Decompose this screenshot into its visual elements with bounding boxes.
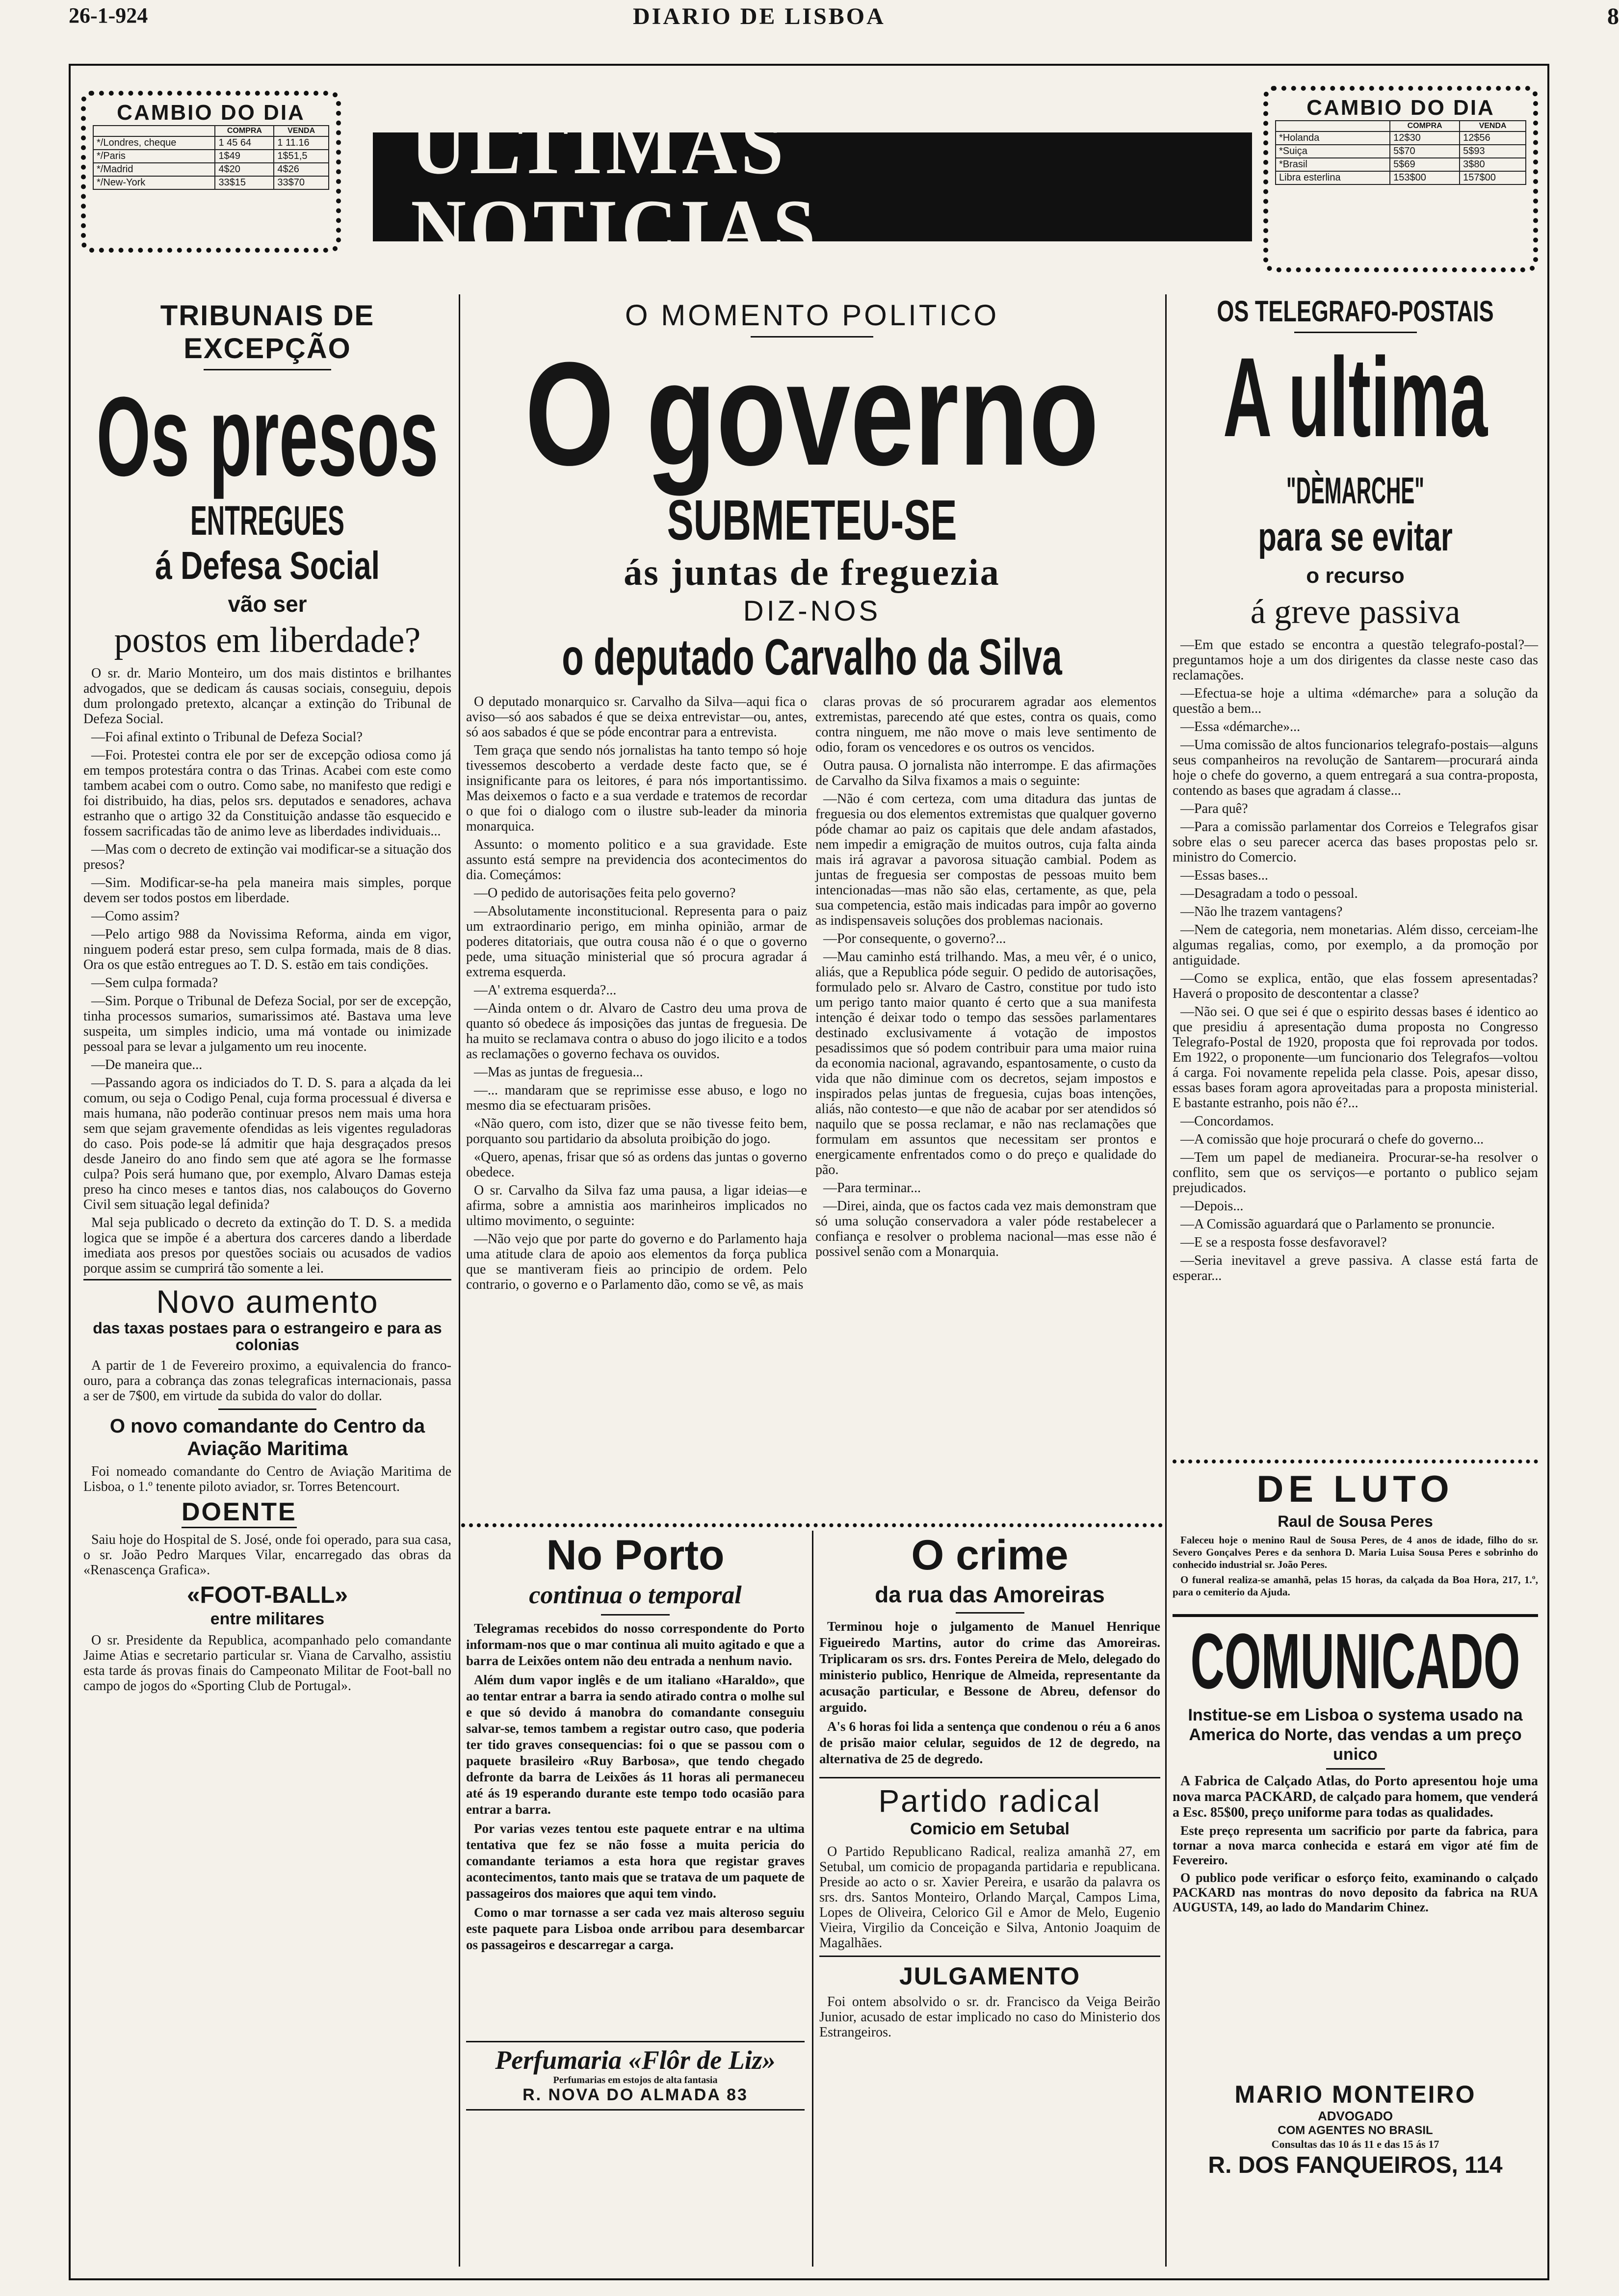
paragraph: —Como assim?	[91, 909, 180, 924]
paragraph: —Como se explica, então, que elas fossem apresentadas? Haverá o proposito de descontentar a classe?	[1173, 971, 1538, 1001]
paragraph: O sr. Presidente da Republica, acompanhado pelo comandante Jaime Atias e secretario particular sr. Viana de Carvalho, assistiu esta tarde ás provas finais do Campeonato Militar de Foot-ball no campo de jogos do «Sporting Club de Portugal».	[83, 1633, 451, 1694]
paragraph: —Em que estado se encontra a questão telegrafo-postal?—preguntamos hoje a um dos dirigentes da classe neste caso das reclamações.	[1173, 637, 1538, 683]
paragraph: —Essas bases...	[1180, 868, 1268, 883]
paragraph: —Foi. Protestei contra ele por ser de excepção odiosa como já em tempos protestára contra o das Trinas. Acabei com este como tambem acabei com o outro. Como sabe, no manifesto que redigi e foi distribuido, ha dias, pelos srs. deputados e senadores, achava estranho que o artigo 32 da Constituição andasse tão esquecido e fossem sacrificadas tão de animo leve as liberdades individuais...	[83, 748, 451, 839]
paragraph: Faleceu hoje o menino Raul de Sousa Peres, de 4 anos de idade, filho do sr. Severo Gonçalves Peres e da senhora D. Maria Luisa Sousa Peres e sobrinho do conhecido industrial sr. João Peres.	[1173, 1534, 1538, 1570]
obituary-box	[1173, 1460, 1538, 1611]
article-subtitle: Comicio em Setubal	[910, 1820, 1070, 1838]
paragraph: «Quero, apenas, frisar que só as ordens das juntas o governo obedece.	[466, 1149, 807, 1180]
paragraph: —Foi afinal extinto o Tribunal de Defeza Social?	[91, 730, 363, 745]
article-title: O crime	[911, 1532, 1069, 1579]
paragraph: —Sem culpa formada?	[91, 975, 218, 991]
headline: A ultima	[1223, 334, 1488, 460]
subheading: o recurso	[1306, 564, 1405, 588]
paragraph: —Passando agora os indiciados do T. D. S. para a alçada da lei comum, ou seja o Codigo Penal, cuja forma processual é diversa e mais humana, não poderão continuar presos nem mais uma hora sem que sejam gravemente ofendidas as leis vigentes reguladoras do caso. Pois pode-se lá admitir que haja desgraçados presos desde Janeiro do ano findo sem que até agora se lhe formasse culpa? Pois será humano que, por exemplo, Alvaro Damas esteja preso ha cinco meses e tantos dias, nos calabouços do Governo Civil sem situação legal definida?	[83, 1075, 451, 1212]
paragraph: —A' extrema esquerda?...	[474, 983, 617, 998]
paragraph: —Uma comissão de altos funcionarios telegrafo-postais—alguns seus companheiros na revolução de Santarem—procurará ainda hoje o chefe do governo, a quem entregará a sua contra-proposta, contendo as bases que agradam á classe...	[1173, 737, 1538, 798]
paragraph: —Depois...	[1180, 1199, 1244, 1214]
ad-title: Perfumaria «Flôr de Liz»	[495, 2045, 776, 2075]
paragraph: —Nem de categoria, nem monetarias. Além disso, cerceiam-lhe algumas regalias, como, por exemplo, a da promoção por antiguidade.	[1173, 922, 1538, 968]
paragraph: —De maneira que...	[91, 1057, 203, 1072]
table-row: *Suiça 5$70 5$93	[1276, 145, 1526, 158]
paragraph: claras provas de só procurarem agradar aos elementos extremistas, parecendo até que estes, contra os quais, como contra ninguem, me não move o mais leve sentimento de odio, foram os vencedores e os outros os vencidos.	[815, 694, 1156, 755]
paragraph: O publico pode verificar o esforço feito, examinando o calçado PACKARD nas montras do novo deposito da fabrica na RUA AUGUSTA, 149, ao lado do Mandarim Chinez.	[1173, 1871, 1538, 1914]
paragraph: —Ainda ontem o dr. Alvaro de Castro deu uma prova de quanto só obedece ás imposições das juntas de freguesia. De ha muito se reclamava contra o abuso do jogo ilicito e a todos as reclamações o governo fechava os ouvidos.	[466, 1001, 807, 1062]
exchange-title: CAMBIO DO DIA	[117, 101, 305, 125]
paragraph: —Pelo artigo 988 da Novissima Reforma, ainda em vigor, ninguem poderá estar preso, sem culpa formada, mais de 8 dias. Ora os que estão entregues ao T. D. S. estão em tais condições.	[83, 927, 451, 972]
paragraph: —Mas as juntas de freguesia...	[474, 1065, 643, 1080]
subheading: postos em liberdade?	[114, 620, 421, 660]
exchange-box-left	[81, 91, 341, 253]
subheading: SUBMETEU-SE	[667, 488, 957, 552]
table-row: */Paris 1$49 1$51,5	[93, 150, 329, 163]
advertisement-perfumaria	[466, 2041, 805, 2111]
exchange-table	[93, 125, 329, 190]
ad-address: R. NOVA DO ALMADA 83	[522, 2086, 748, 2104]
paragraph: —O pedido de autorisações feita pelo governo?	[474, 886, 736, 901]
paragraph: O deputado monarquico sr. Carvalho da Silva—aqui fica o aviso—só aos sabados é que se deixa entrevistar—ou, antes, só aos sabados é que se póde encontrar para a entrevista.	[466, 694, 807, 740]
paragraph: Além dum vapor inglês e de um italiano «Haraldo», que ao tentar entrar a barra ia sendo atirado contra o molhe sul e que só devido á manobra do comandante conseguiu salvar-se, temos tambem a registar outro caso, que poderia ter tido graves consequencias: foi o que se passou com o paquete brasileiro «Ruy Barbosa», que tendo chegado defronte da barra de Leixões ás 11 horas ali permaneceu até ás 19 esperando durante este tempo todo ocasião para entrar a barra.	[466, 1672, 805, 1817]
paragraph: O Partido Republicano Radical, realiza amanhã 27, em Setubal, um comicio de propaganda partidaria e republicana. Preside ao acto o sr. Xavier Pereira, e usarão da palavra os srs. drs. Santos Monteiro, Orlando Marçal, Campos Lima, Lopes de Oliveira, Celorico Gil e Amor de Melo, Eugenio Vieira, Virgilio da Conceição e Silva, Antonio Joaquim de Magalhães.	[819, 1844, 1160, 1951]
paragraph: —Desagradam a todo o pessoal.	[1180, 886, 1358, 901]
paragraph: Outra pausa. O jornalista não interrompe. E das afirmações de Carvalho da Silva fixamos a mais o seguinte:	[815, 758, 1156, 788]
article-title: DE LUTO	[1256, 1468, 1454, 1510]
table-row: */New-York 33$15 33$70	[93, 176, 329, 189]
subheading: "DÈMARCHE"	[1286, 470, 1425, 512]
article-subtitle: Institue-se em Lisboa o systema usado na America do Norte, das vendas a um preço unico	[1188, 1706, 1523, 1764]
column-center	[466, 294, 1158, 1531]
article-title: COMUNICADO	[1190, 1617, 1520, 1705]
paragraph: O sr. Carvalho da Silva faz uma pausa, a ligar ideias—e afirma, sobre a amnistia aos marinheiros implicados no ultimo movimento, o seguinte:	[466, 1183, 807, 1228]
column-left	[83, 294, 451, 2271]
banner-title: ULTIMAS NOTICIAS	[411, 99, 819, 275]
article-title: Partido radical	[878, 1783, 1101, 1819]
article-no-porto	[466, 1531, 805, 2041]
article-o-crime	[819, 1531, 1160, 2271]
page-header	[69, 0, 1619, 29]
paragraph: —Efectua-se hoje a ultima «démarche» para a solução da questão a bem...	[1173, 686, 1538, 716]
subheading: ás juntas de freguezia	[624, 552, 1000, 593]
paragraph: —Não vejo que por parte do governo e do Parlamento haja uma atitude clara de apoio aos elementos da força publica que se mantiveram fieis ao principio de ordem. Pelo contrario, o governo e o Parlamento dão, como se vê, as mais	[466, 1231, 807, 1292]
issue-date: 26-1-924	[69, 3, 148, 27]
paragraph: —Mas com o decreto de extinção vai modificar-se a situação dos presos?	[83, 842, 451, 872]
article-subtitle: continua o temporal	[529, 1581, 742, 1609]
article-subtitle: das taxas postaes para o estrangeiro e para as colonias	[93, 1319, 442, 1354]
subheading: DIZ-NOS	[743, 595, 881, 627]
paragraph: —E se a resposta fosse desfavoravel?	[1180, 1235, 1387, 1250]
ultimas-noticias-banner	[373, 99, 1252, 275]
paragraph: «Não quero, com isto, dizer que se não tivesse feito bem, porquanto sou partidario da absoluta proibição do jogo.	[466, 1116, 807, 1147]
article-subtitle: da rua das Amoreiras	[875, 1582, 1105, 1607]
paragraph: —Não sei. O que sei é que o espirito dessas bases é identico ao que presidiu á apresentação duma proposta no Congresso Telegrafo-Postal de 1920, proposta que foi reprovada por todos. Em 1922, o proponente—um funcionario dos Telegrafos—voltou á carga. Foi novamente repelida pela classe. Pois, apesar disso, essas bases foram agora aproveitadas para a proposta ministerial. E bastante estranho, pois não é?...	[1173, 1004, 1538, 1111]
column-rule	[812, 1531, 813, 2267]
paragraph: —Não é com certeza, com uma ditadura das juntas de freguesia ou dos elementos extremistas que qualquer governo póde chamar ao paiz os capitais que dele andam afastados, nem impedir a emigração de muitos outros, cuja falta ainda mais irá agravar a pavorosa situação cambial. Podem as juntas de freguesia ser compostas de pessoas muito bem intencionadas—mas não são elas, certamente, as que, pela sua competencia, estão mais indicadas para impôr ao governo as indispensaveis soluções dos problemas nacionais.	[815, 791, 1156, 928]
subheading: á Defesa Social	[155, 544, 380, 587]
paragraph: —A comissão que hoje procurará o chefe do governo...	[1180, 1132, 1484, 1147]
subheading: ENTREGUES	[190, 497, 344, 544]
paragraph: —Mau caminho está trilhando. Mas, a meu vêr, é o unico, aliás, que a Republica póde seguir. O pedido de autorisações, formulado pelo sr. Alvaro de Castro, constitue por tudo isto um perigo tanto maior quanto é certo que a sua manifesta intenção é deixar todo o tempo das sessões parlamentares destinado exclusivamente á votação de impostos pesadissimos que só podem contribuir para uma maior ruina da economia nacional, agravando, espantosamente, o custo da vida que não diminue com os decretos, sejam impostos e inspirados pelas juntas de freguesia, cujas boas intenções, aliás, não contesto—e que não de acabar por ser atendidos só naquilo que se possa reclamar, e não nas reclamações que formulam em assuntos que necessitam ser prontos e energicamente enfrentados como o do preço e qualidade do pão.	[815, 949, 1156, 1177]
kicker: O MOMENTO POLITICO	[625, 299, 999, 332]
ad-line: COM AGENTES NO BRASIL	[1278, 2124, 1433, 2137]
article-title: «FOOT-BALL»	[186, 1582, 348, 1608]
article-subtitle: Raul de Sousa Peres	[1278, 1513, 1433, 1530]
paragraph: O sr. dr. Mario Monteiro, um dos mais distintos e brilhantes advogados, que se dedicam ás causas sociais, conseguiu, depois dum prolongado pretexto, alcançar a extinção do Tribunal de Defeza Social.	[83, 666, 451, 727]
paragraph: Mal seja publicado o decreto da extinção do T. D. S. a medida logica que se impõe é a abertura dos carceres dando a liberdade imediata aos presos por questões sociais ou acusados de vadios porque assim se cumprirá tão somente a lei.	[83, 1215, 451, 1276]
article-body-left	[466, 694, 807, 1295]
table-row: *Holanda 12$30 12$56	[1276, 131, 1526, 145]
kicker: OS TELEGRAFO-POSTAIS	[1217, 295, 1494, 328]
paragraph: Telegramas recebidos do nosso correspondente do Porto informam-nos que o mar continua ali muito agitado e que a barra de Leixões ontem não deu entrada a nenhum navio.	[466, 1621, 805, 1668]
table-row: *Brasil 5$69 3$80	[1276, 158, 1526, 171]
table-row: */Madrid 4$20 4$26	[93, 163, 329, 176]
kicker: TRIBUNAIS DE EXCEPÇÃO	[160, 300, 375, 365]
paragraph: A Fabrica de Calçado Atlas, do Porto apresentou hoje uma nova marca PACKARD, de calçado para homem, que venderá a Esc. 85$00, preço uniforme para todas as qualidades.	[1173, 1774, 1538, 1820]
paragraph: —Sim. Modificar-se-ha pela maneira mais simples, porque devem ser todos postos em liberdade.	[83, 875, 451, 906]
paragraph: —Concordamos.	[1180, 1114, 1274, 1129]
comunicado-box	[1173, 1614, 1538, 2081]
headline: O governo	[524, 331, 1099, 496]
subheading: vão ser	[228, 591, 307, 617]
paragraph: Assunto: o momento politico e a sua gravidade. Este assunto está sempre na previdencia dos acontecimentos do dia. Começámos:	[466, 837, 807, 883]
exchange-title: CAMBIO DO DIA	[1306, 96, 1495, 120]
subheading: á greve passiva	[1250, 593, 1461, 631]
article-body	[1173, 637, 1538, 1283]
subheading: para se evitar	[1258, 515, 1453, 559]
table-row: */Londres, cheque 1 45 64 1 11.16	[93, 136, 329, 150]
exchange-table	[1275, 120, 1526, 185]
ad-hours: Consultas das 10 ás 11 e das 15 ás 17	[1271, 2138, 1439, 2150]
paragraph: —Tem um papel de medianeira. Procurar-se-ha resolver o conflito, sem que os serviços—e portanto o publico sejam prejudicados.	[1173, 1150, 1538, 1196]
newspaper-title: DIARIO DE LISBOA	[633, 3, 886, 29]
column-rule	[459, 294, 460, 2267]
article-title: JULGAMENTO	[899, 1962, 1081, 1990]
col-header: VENDA	[274, 126, 329, 136]
paragraph: —... mandaram que se reprimisse esse abuso, e logo no mesmo dia se efectuaram prisões.	[466, 1083, 807, 1113]
paragraph: —Por consequente, o governo?...	[823, 931, 1006, 946]
paragraph: Tem graça que sendo nós jornalistas ha tanto tempo só hoje tivessemos descoberto a verdade deste facto que, se é insignificante para os leitores, é para nós importantissimo. Mas deixemos o facto e a sua verdade e tratemos de recordar o que foi o dialogo com o ilustre sub-leader da minoria monarquica.	[466, 743, 807, 834]
paragraph: A's 6 horas foi lida a sentença que condenou o réu a 6 anos de prisão maior celular, seguidos de 12 de degredo, na alternativa de 25 de degredo.	[819, 1719, 1160, 1766]
paragraph: —Sim. Porque o Tribunal de Defeza Social, por ser de excepção, tinha processos sumarios, sumarissimos até. Bastava uma leve suspeita, um simples indicio, uma má vontade ou inimizade pessoal para se levar a julgamento um reu inocente.	[83, 993, 451, 1054]
paragraph: —Seria inevitavel a greve passiva. A classe está farta de esperar...	[1173, 1253, 1538, 1283]
paragraph: —Para a comissão parlamentar dos Correios e Telegrafos gisar sobre elas o seu parecer acerca das bases propostas pelo sr. ministro do Comercio.	[1173, 819, 1538, 865]
paragraph: Por varias vezes tentou este paquete entrar e na ultima tentativa que fez se não fosse a muita pericia do comandante teriamos a esta hora que registar graves acontecimentos, tanto mais que se tratava de um paquete de passageiros dos maiores que aqui tem vindo.	[466, 1821, 805, 1901]
ad-address: R. DOS FANQUEIROS, 114	[1208, 2152, 1503, 2178]
advertisement-advogado	[1173, 2080, 1538, 2267]
paragraph: —Essa «démarche»...	[1180, 719, 1301, 734]
col-header: COMPRA	[215, 126, 274, 136]
paragraph: Como o mar tornasse a ser cada vez mais alteroso seguiu este paquete para Lisboa onde arribou para desembarcar os passageiros e descarregar a carga.	[466, 1905, 805, 1952]
article-title: Novo aumento	[156, 1283, 379, 1320]
article-subtitle: entre militares	[210, 1610, 325, 1628]
ad-name: MARIO MONTEIRO	[1234, 2081, 1476, 2108]
article-title: No Porto	[546, 1532, 725, 1579]
article-body-right	[815, 694, 1156, 1262]
article-body	[83, 666, 451, 1276]
exchange-box-right	[1263, 86, 1538, 272]
paragraph: Este preço representa um sacrificio por parte da fabrica, para tornar a nova marca conhecida e estará em vigor até fim de Fevereiro.	[1173, 1824, 1538, 1867]
paragraph: Foi ontem absolvido o sr. dr. Francisco da Veiga Beirão Junior, acusado de estar implicado no caso do Ministerio dos Estrangeiros.	[819, 1994, 1160, 2040]
column-rule	[1165, 294, 1167, 2267]
ad-tagline: Perfumarias em estojos de alta fantasia	[553, 2075, 718, 2086]
col-header: VENDA	[1460, 121, 1526, 131]
col-header: COMPRA	[1390, 121, 1460, 131]
table-row: Libra esterlina 153$00 157$00	[1276, 171, 1526, 184]
paragraph: O funeral realiza-se amanhã, pelas 15 horas, da calçada da Boa Hora, 217, 1.º, para o cemiterio da Ajuda.	[1173, 1574, 1538, 1598]
section-divider	[461, 1523, 1163, 1527]
headline: Os presos	[96, 373, 439, 499]
ad-role: ADVOGADO	[1317, 2109, 1393, 2123]
paragraph: A partir de 1 de Fevereiro proximo, a equivalencia do franco-ouro, para a cobrança das zonas telegraficas internacionais, passa a ser de 7$00, em virtude da subida do valor do dollar.	[83, 1358, 451, 1404]
paragraph: —A Comissão aguardará que o Parlamento se pronuncie.	[1180, 1217, 1495, 1232]
paragraph: Terminou hoje o julgamento de Manuel Henrique Figueiredo Martins, autor do crime das Amoreiras. Triplicaram os srs. drs. Fontes Pereira de Melo, delegado do ministerio publico, Henrique de Almeida, representante da acusação particular, e Bessone de Abreu, defensor do arguido.	[819, 1619, 1160, 1715]
article-title: DOENTE	[182, 1497, 297, 1528]
paragraph: —Direi, ainda, que os factos cada vez mais demonstram que só uma solução conservadora a valer póde restabelecer a confiança e resolver o problema nacional—mas esse não é possivel senão com a Monarquia.	[815, 1199, 1156, 1259]
paragraph: —Para terminar...	[823, 1180, 921, 1196]
paragraph: —Não lhe trazem vantagens?	[1180, 904, 1343, 919]
paragraph: Foi nomeado comandante do Centro de Aviação Maritima de Lisboa, o 1.º tenente piloto aviador, sr. Torres Betencourt.	[83, 1464, 451, 1494]
paragraph: —Para quê?	[1180, 801, 1248, 816]
paragraph: Saiu hoje do Hospital de S. José, onde foi operado, para sua casa, o sr. João Pedro Marques Vilar, encarregado das obras da «Renascença Grafica».	[83, 1532, 451, 1578]
article-title: O novo comandante do Centro da Aviação Maritima	[109, 1415, 425, 1460]
page-number: 8	[1607, 3, 1619, 29]
subheading: o deputado Carvalho da Silva	[562, 629, 1062, 686]
paragraph: —Absolutamente inconstitucional. Representa para o paiz um extraordinario perigo, em minha opinião, armar de poderes ditatoriais, que outra cousa não é o que o governo pede, uma situação ministerial que só procura agradar á extrema esquerda.	[466, 904, 807, 980]
